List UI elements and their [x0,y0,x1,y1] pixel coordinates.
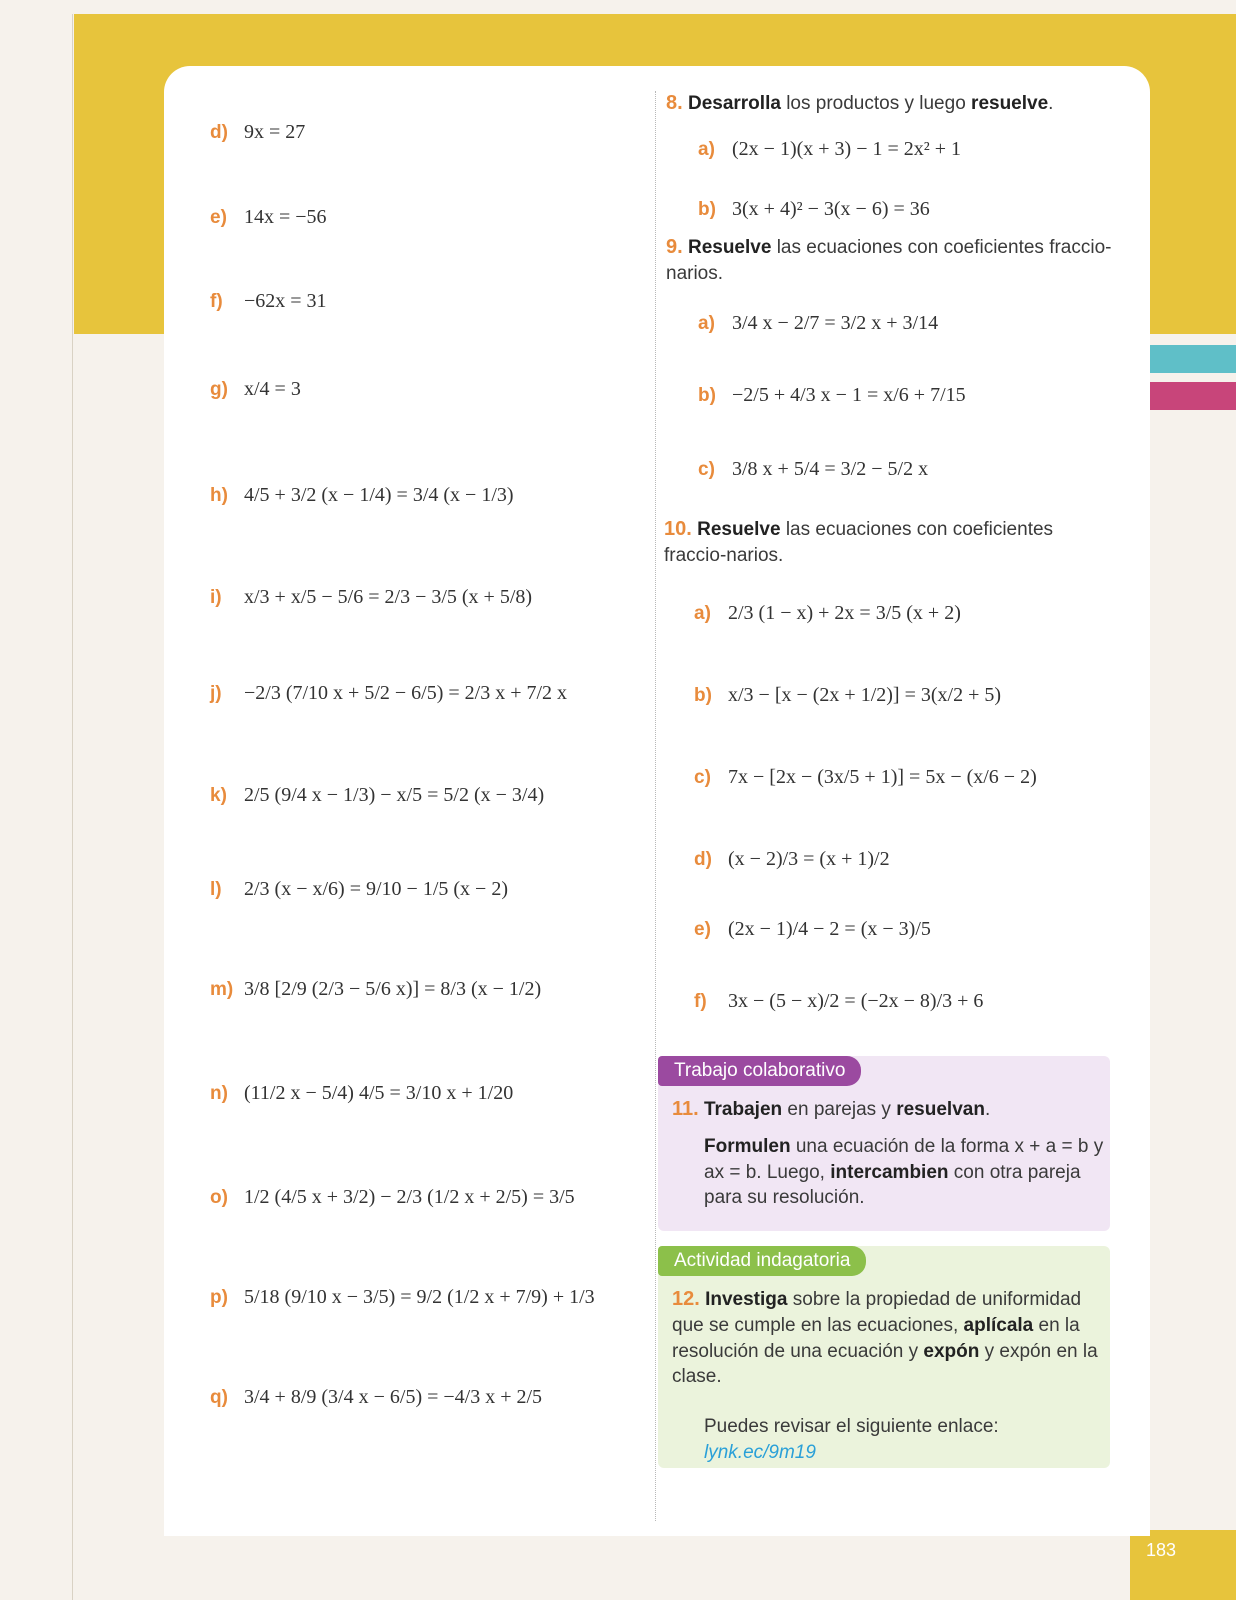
link-intro: Puedes revisar el siguiente enlace: [704,1416,999,1437]
equation-item [210,878,508,901]
item-label: m) [210,978,234,1000]
equation: 3/8 x + 5/4 = 3/2 − 5/2 x [732,458,929,480]
exercise-11-heading [672,1096,1092,1123]
equation-item [210,1186,575,1209]
margin-rule [72,14,73,1600]
equation-item [210,121,305,144]
section-tab-pink [1150,382,1236,410]
equation: x/3 − [x − (2x + 1/2)] = 3(x/2 + 5) [728,684,1002,706]
equation: (x − 2)/3 = (x + 1)/2 [728,848,890,870]
equation-item [210,290,327,313]
item-label: c) [698,458,715,480]
inquiry-tag: Actividad indagatoria [658,1246,866,1276]
item-label: g) [210,378,228,400]
exercise-number: 8. [666,92,683,114]
item-label: n) [210,1082,228,1104]
equation: 14x = −56 [244,206,327,228]
exercise-number: 9. [666,236,683,258]
inquiry-activity-box [658,1246,1110,1468]
equation: 3(x + 4)² − 3(x − 6) = 36 [732,198,930,220]
item-label: a) [698,138,715,160]
equation-item [694,766,1037,789]
heading-text: en parejas y [782,1099,897,1120]
equation: x/3 + x/5 − 5/6 = 2/3 − 3/5 (x + 5/8) [244,586,533,608]
section-tab-teal [1150,345,1236,373]
equation-item [698,312,938,335]
column-divider [655,91,656,1521]
equation-item [210,1386,542,1409]
equation: 3/8 [2/9 (2/3 − 5/6 x)] = 8/3 (x − 1/2) [244,978,542,1000]
heading-text: . [984,1099,991,1120]
item-label: a) [694,602,711,624]
equation: 5/18 (9/10 x − 3/5) = 9/2 (1/2 x + 7/9) + 1/3 [244,1286,595,1308]
exercise-number: 10. [664,518,692,540]
equation: 3x − (5 − x)/2 = (−2x − 8)/3 + 6 [728,990,984,1012]
resource-link[interactable]: lynk.ec/9m19 [704,1441,816,1463]
item-label: f) [694,990,707,1012]
heading-verb: Resuelve [697,519,781,540]
text-part: sobre la propiedad de uniformidad que se cumple en las ecuaciones, [672,1289,1082,1336]
equation-item [210,1082,513,1105]
text-verb: expón [923,1340,980,1362]
equation: 7x − [2x − (3x/5 + 1)] = 5x − (x/6 − 2) [728,766,1037,788]
equation-item [694,918,931,941]
equation: −2/5 + 4/3 x − 1 = x/6 + 7/15 [732,384,966,406]
equation-item [698,198,930,221]
item-label: e) [694,918,711,940]
equation: 3/4 + 8/9 (3/4 x − 6/5) = −4/3 x + 2/5 [244,1386,543,1408]
equation: 3/4 x − 2/7 = 3/2 x + 3/14 [732,312,939,334]
item-label: q) [210,1386,228,1408]
heading-verb: resuelvan [896,1099,985,1120]
equation-item [698,138,961,161]
equation: x/4 = 3 [244,378,301,400]
worksheet-page [164,66,1150,1536]
item-label: b) [698,384,716,406]
resource-link-line [704,1414,1104,1465]
exercise-8-heading [666,90,1126,117]
item-label: i) [210,586,222,608]
item-label: o) [210,1186,228,1208]
heading-text: las ecuaciones con coeficientes fraccio-narios. [666,237,1112,284]
equation: 2/3 (1 − x) + 2x = 3/5 (x + 2) [728,602,961,624]
item-label: j) [210,682,222,704]
exercise-number: 11. [672,1098,699,1120]
heading-text: los productos y luego [780,93,972,114]
equation: 2/3 (x − x/6) = 9/10 − 1/5 (x − 2) [244,878,508,900]
item-label: l) [210,878,222,900]
equation: 9x = 27 [244,121,306,143]
equation-item [694,848,890,871]
collaborative-tag: Trabajo colaborativo [658,1056,861,1086]
exercise-9-heading [666,234,1116,287]
equation-item [210,784,544,807]
equation-item [210,682,567,705]
equation: −62x = 31 [244,290,327,312]
text-verb: Formulen [704,1136,791,1157]
item-label: k) [210,784,227,806]
heading-verb: Desarrolla [687,93,781,114]
text-verb: aplícala [963,1315,1034,1336]
item-label: b) [698,198,716,220]
exercise-11-text [704,1134,1104,1211]
equation-item [694,602,961,625]
equation: (2x − 1)/4 − 2 = (x − 3)/5 [728,918,931,940]
exercise-number: 12. [672,1288,700,1310]
heading-text: . [1048,93,1054,114]
equation-item [210,206,327,229]
text-part: con otra pareja para su resolución. [704,1161,1081,1209]
equation: (11/2 x − 5/4) 4/5 = 3/10 x + 1/20 [244,1082,514,1104]
equation-item [210,1286,595,1309]
item-label: d) [210,121,228,143]
item-label: h) [210,484,228,506]
collaborative-work-box [658,1056,1110,1231]
item-label: b) [694,684,712,706]
heading-verb: Resuelve [687,237,772,258]
equation: 4/5 + 3/2 (x − 1/4) = 3/4 (x − 1/3) [244,484,514,506]
equation-item [698,458,928,481]
equation: 2/5 (9/4 x − 1/3) − x/5 = 5/2 (x − 3/4) [244,784,545,806]
text-verb: intercambien [830,1161,949,1183]
item-label: p) [210,1286,228,1308]
heading-verb: Trabajen [703,1099,783,1120]
exercise-12-text [672,1286,1102,1390]
text-part: una ecuación de la forma x + a = b y ax = b. Luego, [704,1136,1104,1183]
heading-text: las ecuaciones con coeficientes fraccio-narios. [664,519,1054,566]
equation-item [210,378,301,401]
exercise-10-heading [664,516,1116,569]
equation-item [210,484,514,507]
text-verb: Investiga [705,1289,788,1310]
item-label: e) [210,206,227,228]
heading-verb: resuelve [971,93,1049,114]
text-part: en la resolución de una ecuación y [672,1315,1080,1362]
item-label: f) [210,290,223,312]
item-label: a) [698,312,715,334]
equation: 1/2 (4/5 x + 3/2) − 2/3 (1/2 x + 2/5) = 3/5 [244,1186,575,1208]
page-number: 183 [1146,1540,1177,1560]
item-label: c) [694,766,711,788]
item-label: d) [694,848,712,870]
equation: −2/3 (7/10 x + 5/2 − 6/5) = 2/3 x + 7/2 x [244,682,568,704]
equation-item [694,990,983,1013]
equation-item [698,384,966,407]
text-part: y expón en la clase. [672,1340,1098,1388]
equation: (2x − 1)(x + 3) − 1 = 2x² + 1 [732,138,962,160]
equation-item [210,586,532,609]
equation-item [694,684,1001,707]
equation-item [210,978,541,1001]
